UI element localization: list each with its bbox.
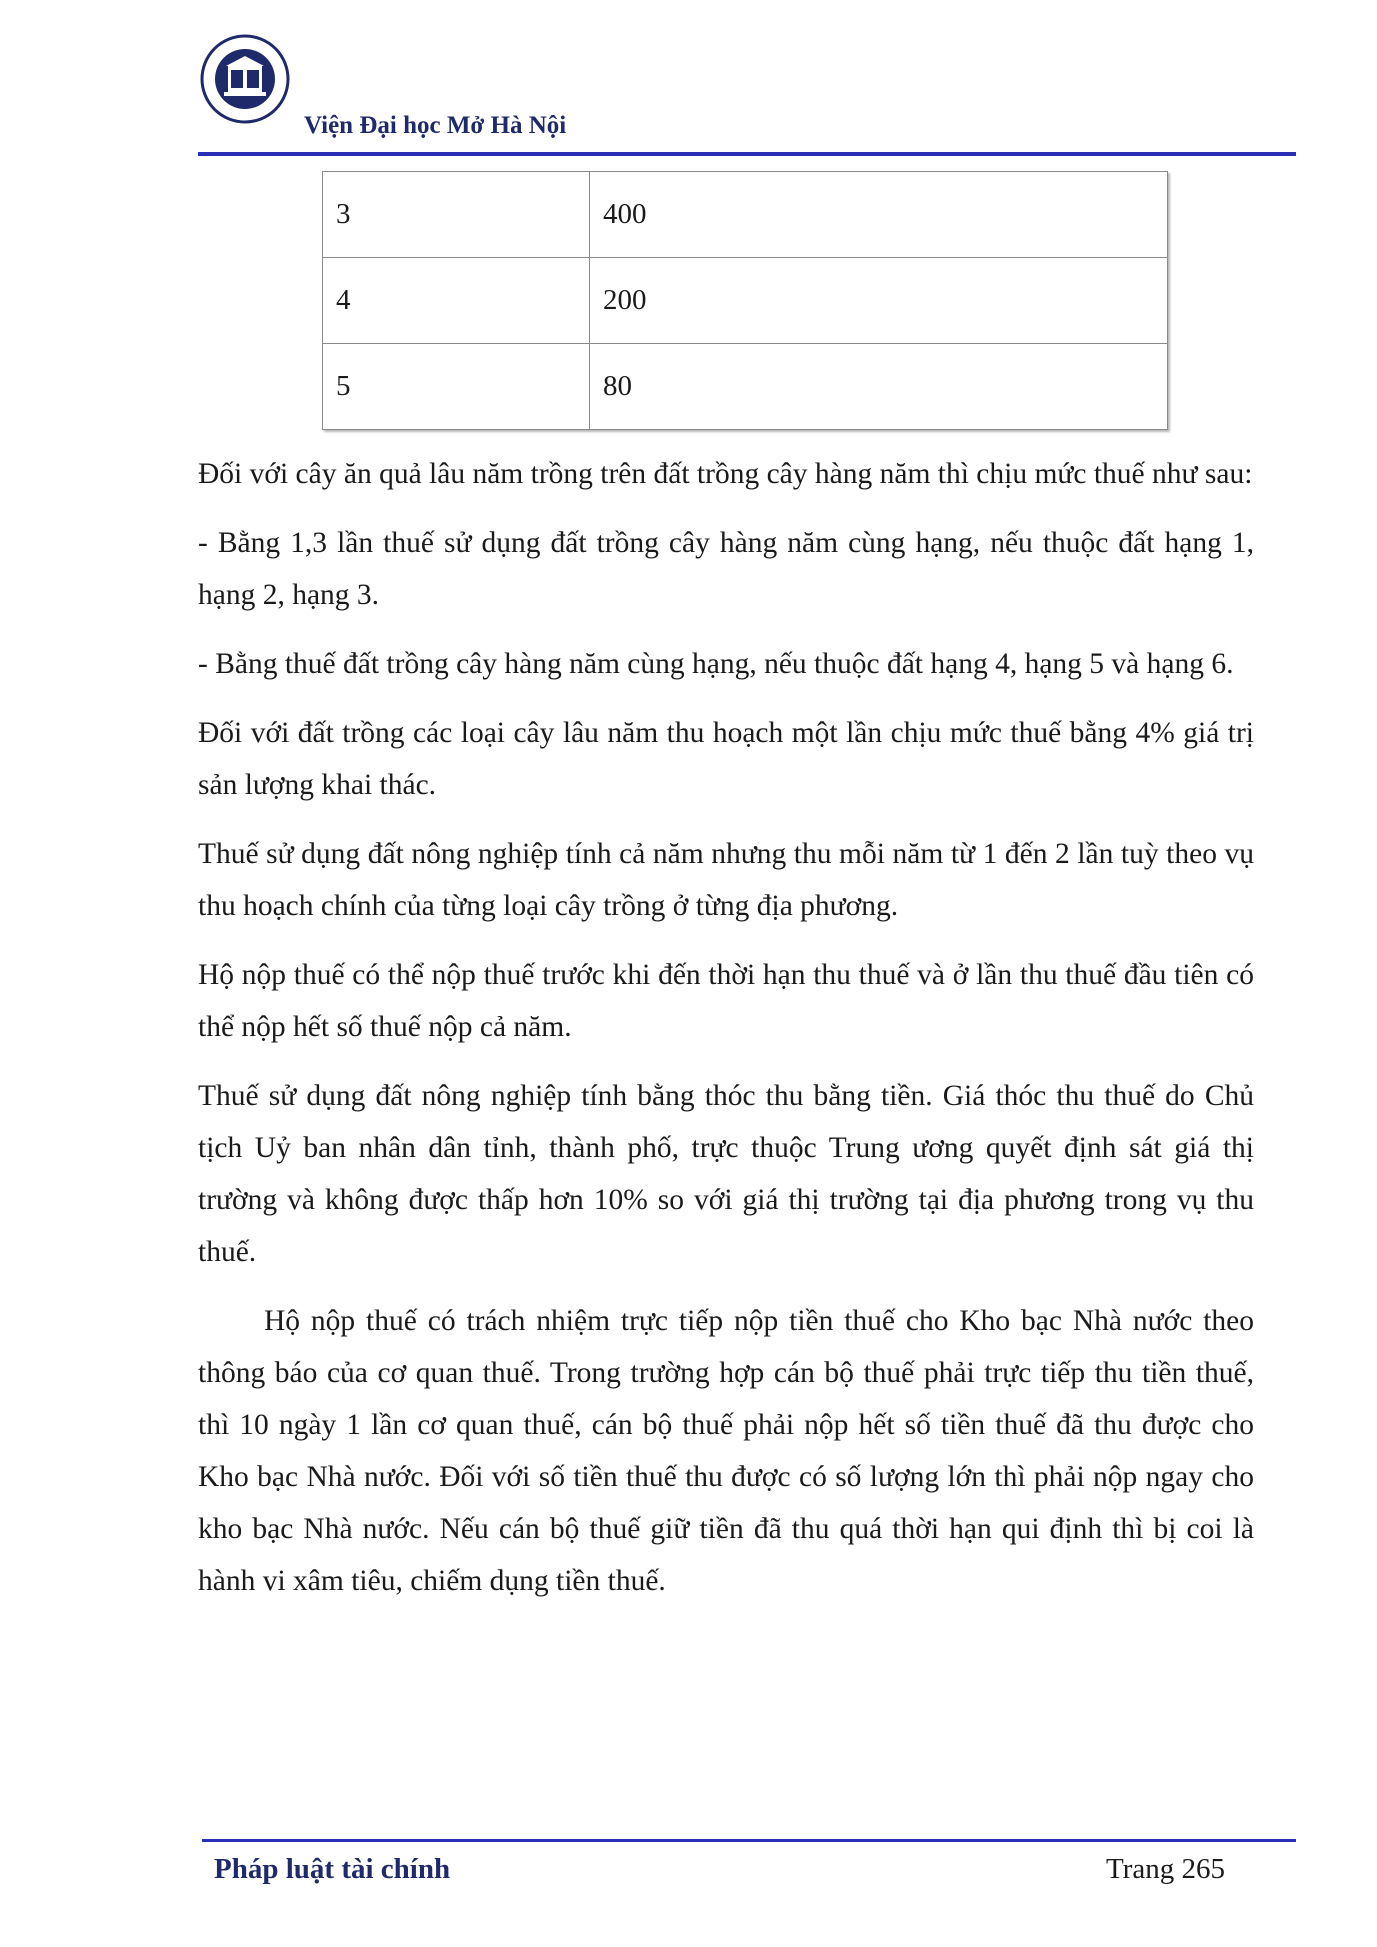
value-cell: 80 [590, 344, 1168, 430]
paragraph: Thuế sử dụng đất nông nghiệp tính cả năm nhưng thu mỗi năm từ 1 đến 2 lần tuỳ theo vụ thu hoạch chính của từng loại cây trồng ở từng địa phương. [198, 838, 1254, 922]
value-cell: 200 [590, 258, 1168, 344]
paragraph: Đối với cây ăn quả lâu năm trồng trên đất trồng cây hàng năm thì chịu mức thuế như sau: [198, 458, 1253, 490]
footer-divider [202, 1839, 1296, 1842]
paragraph: Hộ nộp thuế có thể nộp thuế trước khi đến thời hạn thu thuế và ở lần thu thuế đầu tiên có thể nộp hết số thuế nộp cả năm. [198, 959, 1254, 1043]
page-number: Trang 265 [1106, 1853, 1225, 1885]
grade-cell: 3 [323, 172, 590, 258]
table-row [323, 172, 1168, 258]
tax-grade-table [322, 171, 1168, 430]
institution-name: Viện Đại học Mở Hà Nội [304, 112, 567, 139]
grade-cell: 5 [323, 344, 590, 430]
value-cell: 400 [590, 172, 1168, 258]
grade-cell: 4 [323, 258, 590, 344]
paragraph: Thuế sử dụng đất nông nghiệp tính bằng thóc thu bằng tiền. Giá thóc thu thuế do Chủ tịch Uỷ ban nhân dân tỉnh, thành phố, trực thuộc Trung ương quyết định sát giá thị trường và không được thấp hơn 10% so với giá thị trường tại địa phương trong vụ thu thuế. [198, 1080, 1254, 1268]
body-text [198, 448, 1254, 1624]
table-row [323, 258, 1168, 344]
paragraph: - Bằng 1,3 lần thuế sử dụng đất trồng cây hàng năm cùng hạng, nếu thuộc đất hạng 1, hạng 2, hạng 3. [198, 527, 1254, 611]
university-logo [200, 34, 290, 124]
paragraph: Hộ nộp thuế có trách nhiệm trực tiếp nộp tiền thuế cho Kho bạc Nhà nước theo thông báo của cơ quan thuế. Trong trường hợp cán bộ thuế phải trực tiếp thu tiền thuế, thì 10 ngày 1 lần cơ quan thuế, cán bộ thuế phải nộp hết số tiền thuế đã thu được cho Kho bạc Nhà nước. Đối với số tiền thuế thu được có số lượng lớn thì phải nộp ngay cho kho bạc Nhà nước. Nếu cán bộ thuế giữ tiền đã thu quá thời hạn qui định thì bị coi là hành vi xâm tiêu, chiếm dụng tiền thuế. [198, 1305, 1254, 1597]
table-row [323, 344, 1168, 430]
course-title: Pháp luật tài chính [214, 1853, 451, 1885]
header-divider [198, 152, 1296, 156]
paragraph: - Bằng thuế đất trồng cây hàng năm cùng hạng, nếu thuộc đất hạng 4, hạng 5 và hạng 6. [198, 648, 1234, 680]
paragraph: Đối với đất trồng các loại cây lâu năm thu hoạch một lần chịu mức thuế bằng 4% giá trị sản lượng khai thác. [198, 717, 1254, 801]
